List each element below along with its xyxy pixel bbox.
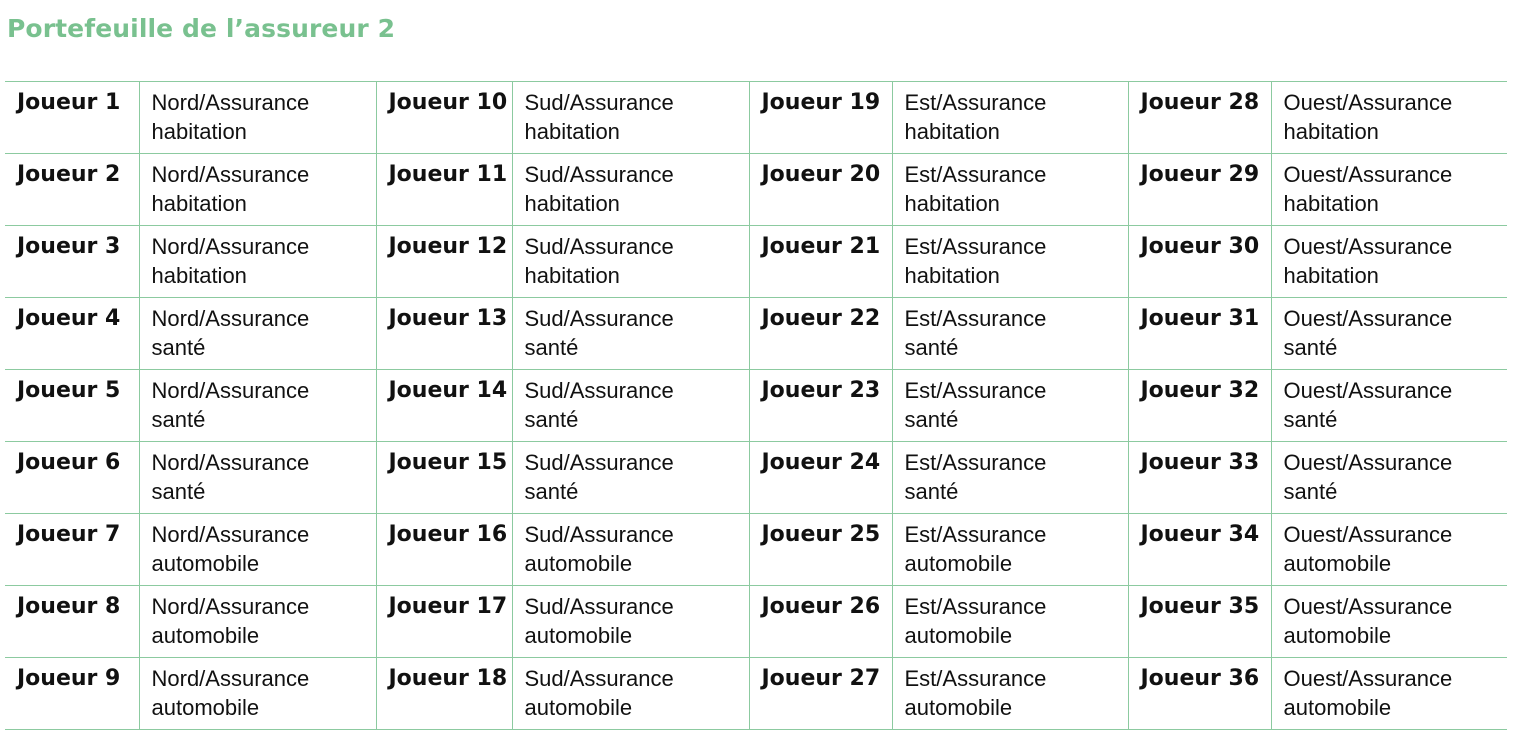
insurance-type-label: habitation (1283, 263, 1379, 288)
page-title: Portefeuille de l’assureur 2 (7, 14, 396, 43)
player-cell: Joueur 8 (5, 586, 139, 658)
player-cell: Joueur 33 (1128, 442, 1271, 514)
player-cell: Joueur 32 (1128, 370, 1271, 442)
player-cell: Joueur 16 (376, 514, 512, 586)
assignment-cell (1271, 82, 1507, 154)
region-insurance-label: Nord/Assurance (151, 90, 310, 115)
assignment-cell (1271, 586, 1507, 658)
insurance-type-label: automobile (151, 623, 260, 648)
assignment-cell (892, 226, 1128, 298)
assignment-cell (139, 586, 376, 658)
player-cell: Joueur 36 (1128, 658, 1271, 730)
assignment-cell (139, 442, 376, 514)
insurance-type-label: habitation (524, 191, 620, 216)
insurance-type-label: habitation (1283, 191, 1379, 216)
assignment-cell (139, 658, 376, 730)
player-cell: Joueur 14 (376, 370, 512, 442)
player-cell: Joueur 5 (5, 370, 139, 442)
insurance-type-label: habitation (151, 263, 247, 288)
assignment-cell (1271, 226, 1507, 298)
table-row (5, 442, 1507, 514)
insurance-type-label: habitation (151, 119, 247, 144)
player-cell: Joueur 18 (376, 658, 512, 730)
table-row (5, 370, 1507, 442)
player-cell: Joueur 19 (749, 82, 892, 154)
insurance-type-label: santé (524, 479, 579, 504)
insurance-type-label: automobile (151, 695, 260, 720)
region-insurance-label: Est/Assurance (904, 522, 1047, 547)
player-cell: Joueur 27 (749, 658, 892, 730)
region-insurance-label: Ouest/Assurance (1283, 450, 1453, 475)
assignment-cell (512, 226, 749, 298)
region-insurance-label: Nord/Assurance (151, 162, 310, 187)
player-cell: Joueur 3 (5, 226, 139, 298)
table-row (5, 82, 1507, 154)
player-cell: Joueur 29 (1128, 154, 1271, 226)
region-insurance-label: Sud/Assurance (524, 162, 674, 187)
insurance-type-label: habitation (904, 263, 1000, 288)
region-insurance-label: Sud/Assurance (524, 522, 674, 547)
player-cell: Joueur 4 (5, 298, 139, 370)
assignment-cell (1271, 442, 1507, 514)
assignment-cell (892, 370, 1128, 442)
insurance-type-label: santé (524, 407, 579, 432)
assignment-cell (512, 586, 749, 658)
player-cell: Joueur 26 (749, 586, 892, 658)
insurance-type-label: automobile (151, 551, 260, 576)
region-insurance-label: Est/Assurance (904, 594, 1047, 619)
region-insurance-label: Sud/Assurance (524, 378, 674, 403)
region-insurance-label: Nord/Assurance (151, 594, 310, 619)
insurance-type-label: santé (1283, 335, 1338, 360)
assignment-cell (139, 226, 376, 298)
assignment-cell (892, 154, 1128, 226)
player-cell: Joueur 12 (376, 226, 512, 298)
portfolio-table-body (5, 82, 1507, 730)
region-insurance-label: Est/Assurance (904, 378, 1047, 403)
table-row (5, 298, 1507, 370)
player-cell: Joueur 31 (1128, 298, 1271, 370)
insurance-type-label: habitation (151, 191, 247, 216)
player-cell: Joueur 28 (1128, 82, 1271, 154)
table-row (5, 154, 1507, 226)
assignment-cell (1271, 370, 1507, 442)
region-insurance-label: Sud/Assurance (524, 450, 674, 475)
insurance-type-label: santé (1283, 407, 1338, 432)
insurance-type-label: automobile (524, 551, 633, 576)
assignment-cell (892, 298, 1128, 370)
region-insurance-label: Est/Assurance (904, 234, 1047, 259)
player-cell: Joueur 34 (1128, 514, 1271, 586)
player-cell: Joueur 35 (1128, 586, 1271, 658)
portfolio-table (5, 81, 1507, 730)
region-insurance-label: Nord/Assurance (151, 234, 310, 259)
region-insurance-label: Ouest/Assurance (1283, 522, 1453, 547)
insurance-type-label: santé (904, 335, 959, 360)
insurance-type-label: santé (151, 335, 206, 360)
assignment-cell (139, 514, 376, 586)
assignment-cell (1271, 514, 1507, 586)
insurance-type-label: automobile (904, 695, 1013, 720)
region-insurance-label: Ouest/Assurance (1283, 234, 1453, 259)
region-insurance-label: Sud/Assurance (524, 594, 674, 619)
region-insurance-label: Est/Assurance (904, 90, 1047, 115)
region-insurance-label: Nord/Assurance (151, 450, 310, 475)
player-cell: Joueur 1 (5, 82, 139, 154)
insurance-type-label: automobile (1283, 695, 1392, 720)
player-cell: Joueur 9 (5, 658, 139, 730)
player-cell: Joueur 6 (5, 442, 139, 514)
region-insurance-label: Sud/Assurance (524, 234, 674, 259)
player-cell: Joueur 20 (749, 154, 892, 226)
assignment-cell (512, 514, 749, 586)
assignment-cell (512, 370, 749, 442)
assignment-cell (512, 658, 749, 730)
region-insurance-label: Est/Assurance (904, 162, 1047, 187)
assignment-cell (512, 298, 749, 370)
player-cell: Joueur 11 (376, 154, 512, 226)
region-insurance-label: Ouest/Assurance (1283, 378, 1453, 403)
region-insurance-label: Ouest/Assurance (1283, 162, 1453, 187)
assignment-cell (1271, 154, 1507, 226)
region-insurance-label: Sud/Assurance (524, 306, 674, 331)
table-row (5, 658, 1507, 730)
insurance-type-label: habitation (904, 119, 1000, 144)
player-cell: Joueur 7 (5, 514, 139, 586)
assignment-cell (892, 658, 1128, 730)
assignment-cell (892, 442, 1128, 514)
insurance-type-label: santé (151, 407, 206, 432)
insurance-type-label: automobile (524, 623, 633, 648)
assignment-cell (1271, 658, 1507, 730)
player-cell: Joueur 25 (749, 514, 892, 586)
region-insurance-label: Sud/Assurance (524, 90, 674, 115)
region-insurance-label: Ouest/Assurance (1283, 594, 1453, 619)
region-insurance-label: Nord/Assurance (151, 522, 310, 547)
insurance-type-label: automobile (904, 551, 1013, 576)
region-insurance-label: Est/Assurance (904, 306, 1047, 331)
table-row (5, 586, 1507, 658)
player-cell: Joueur 13 (376, 298, 512, 370)
insurance-type-label: habitation (904, 191, 1000, 216)
player-cell: Joueur 2 (5, 154, 139, 226)
region-insurance-label: Ouest/Assurance (1283, 306, 1453, 331)
insurance-type-label: automobile (1283, 623, 1392, 648)
insurance-type-label: habitation (524, 119, 620, 144)
insurance-type-label: santé (151, 479, 206, 504)
insurance-type-label: santé (904, 407, 959, 432)
player-cell: Joueur 15 (376, 442, 512, 514)
player-cell: Joueur 10 (376, 82, 512, 154)
assignment-cell (892, 82, 1128, 154)
insurance-type-label: automobile (904, 623, 1013, 648)
assignment-cell (512, 154, 749, 226)
insurance-type-label: automobile (524, 695, 633, 720)
assignment-cell (139, 82, 376, 154)
region-insurance-label: Nord/Assurance (151, 306, 310, 331)
region-insurance-label: Ouest/Assurance (1283, 90, 1453, 115)
region-insurance-label: Nord/Assurance (151, 378, 310, 403)
player-cell: Joueur 23 (749, 370, 892, 442)
insurance-type-label: automobile (1283, 551, 1392, 576)
assignment-cell (892, 586, 1128, 658)
insurance-type-label: santé (524, 335, 579, 360)
region-insurance-label: Est/Assurance (904, 450, 1047, 475)
table-row (5, 514, 1507, 586)
insurance-type-label: santé (904, 479, 959, 504)
player-cell: Joueur 17 (376, 586, 512, 658)
player-cell: Joueur 21 (749, 226, 892, 298)
region-insurance-label: Sud/Assurance (524, 666, 674, 691)
region-insurance-label: Nord/Assurance (151, 666, 310, 691)
assignment-cell (892, 514, 1128, 586)
table-row (5, 226, 1507, 298)
assignment-cell (512, 442, 749, 514)
player-cell: Joueur 24 (749, 442, 892, 514)
insurance-type-label: habitation (524, 263, 620, 288)
region-insurance-label: Est/Assurance (904, 666, 1047, 691)
insurance-type-label: habitation (1283, 119, 1379, 144)
assignment-cell (139, 154, 376, 226)
region-insurance-label: Ouest/Assurance (1283, 666, 1453, 691)
assignment-cell (512, 82, 749, 154)
insurance-type-label: santé (1283, 479, 1338, 504)
assignment-cell (139, 370, 376, 442)
player-cell: Joueur 30 (1128, 226, 1271, 298)
assignment-cell (139, 298, 376, 370)
player-cell: Joueur 22 (749, 298, 892, 370)
assignment-cell (1271, 298, 1507, 370)
